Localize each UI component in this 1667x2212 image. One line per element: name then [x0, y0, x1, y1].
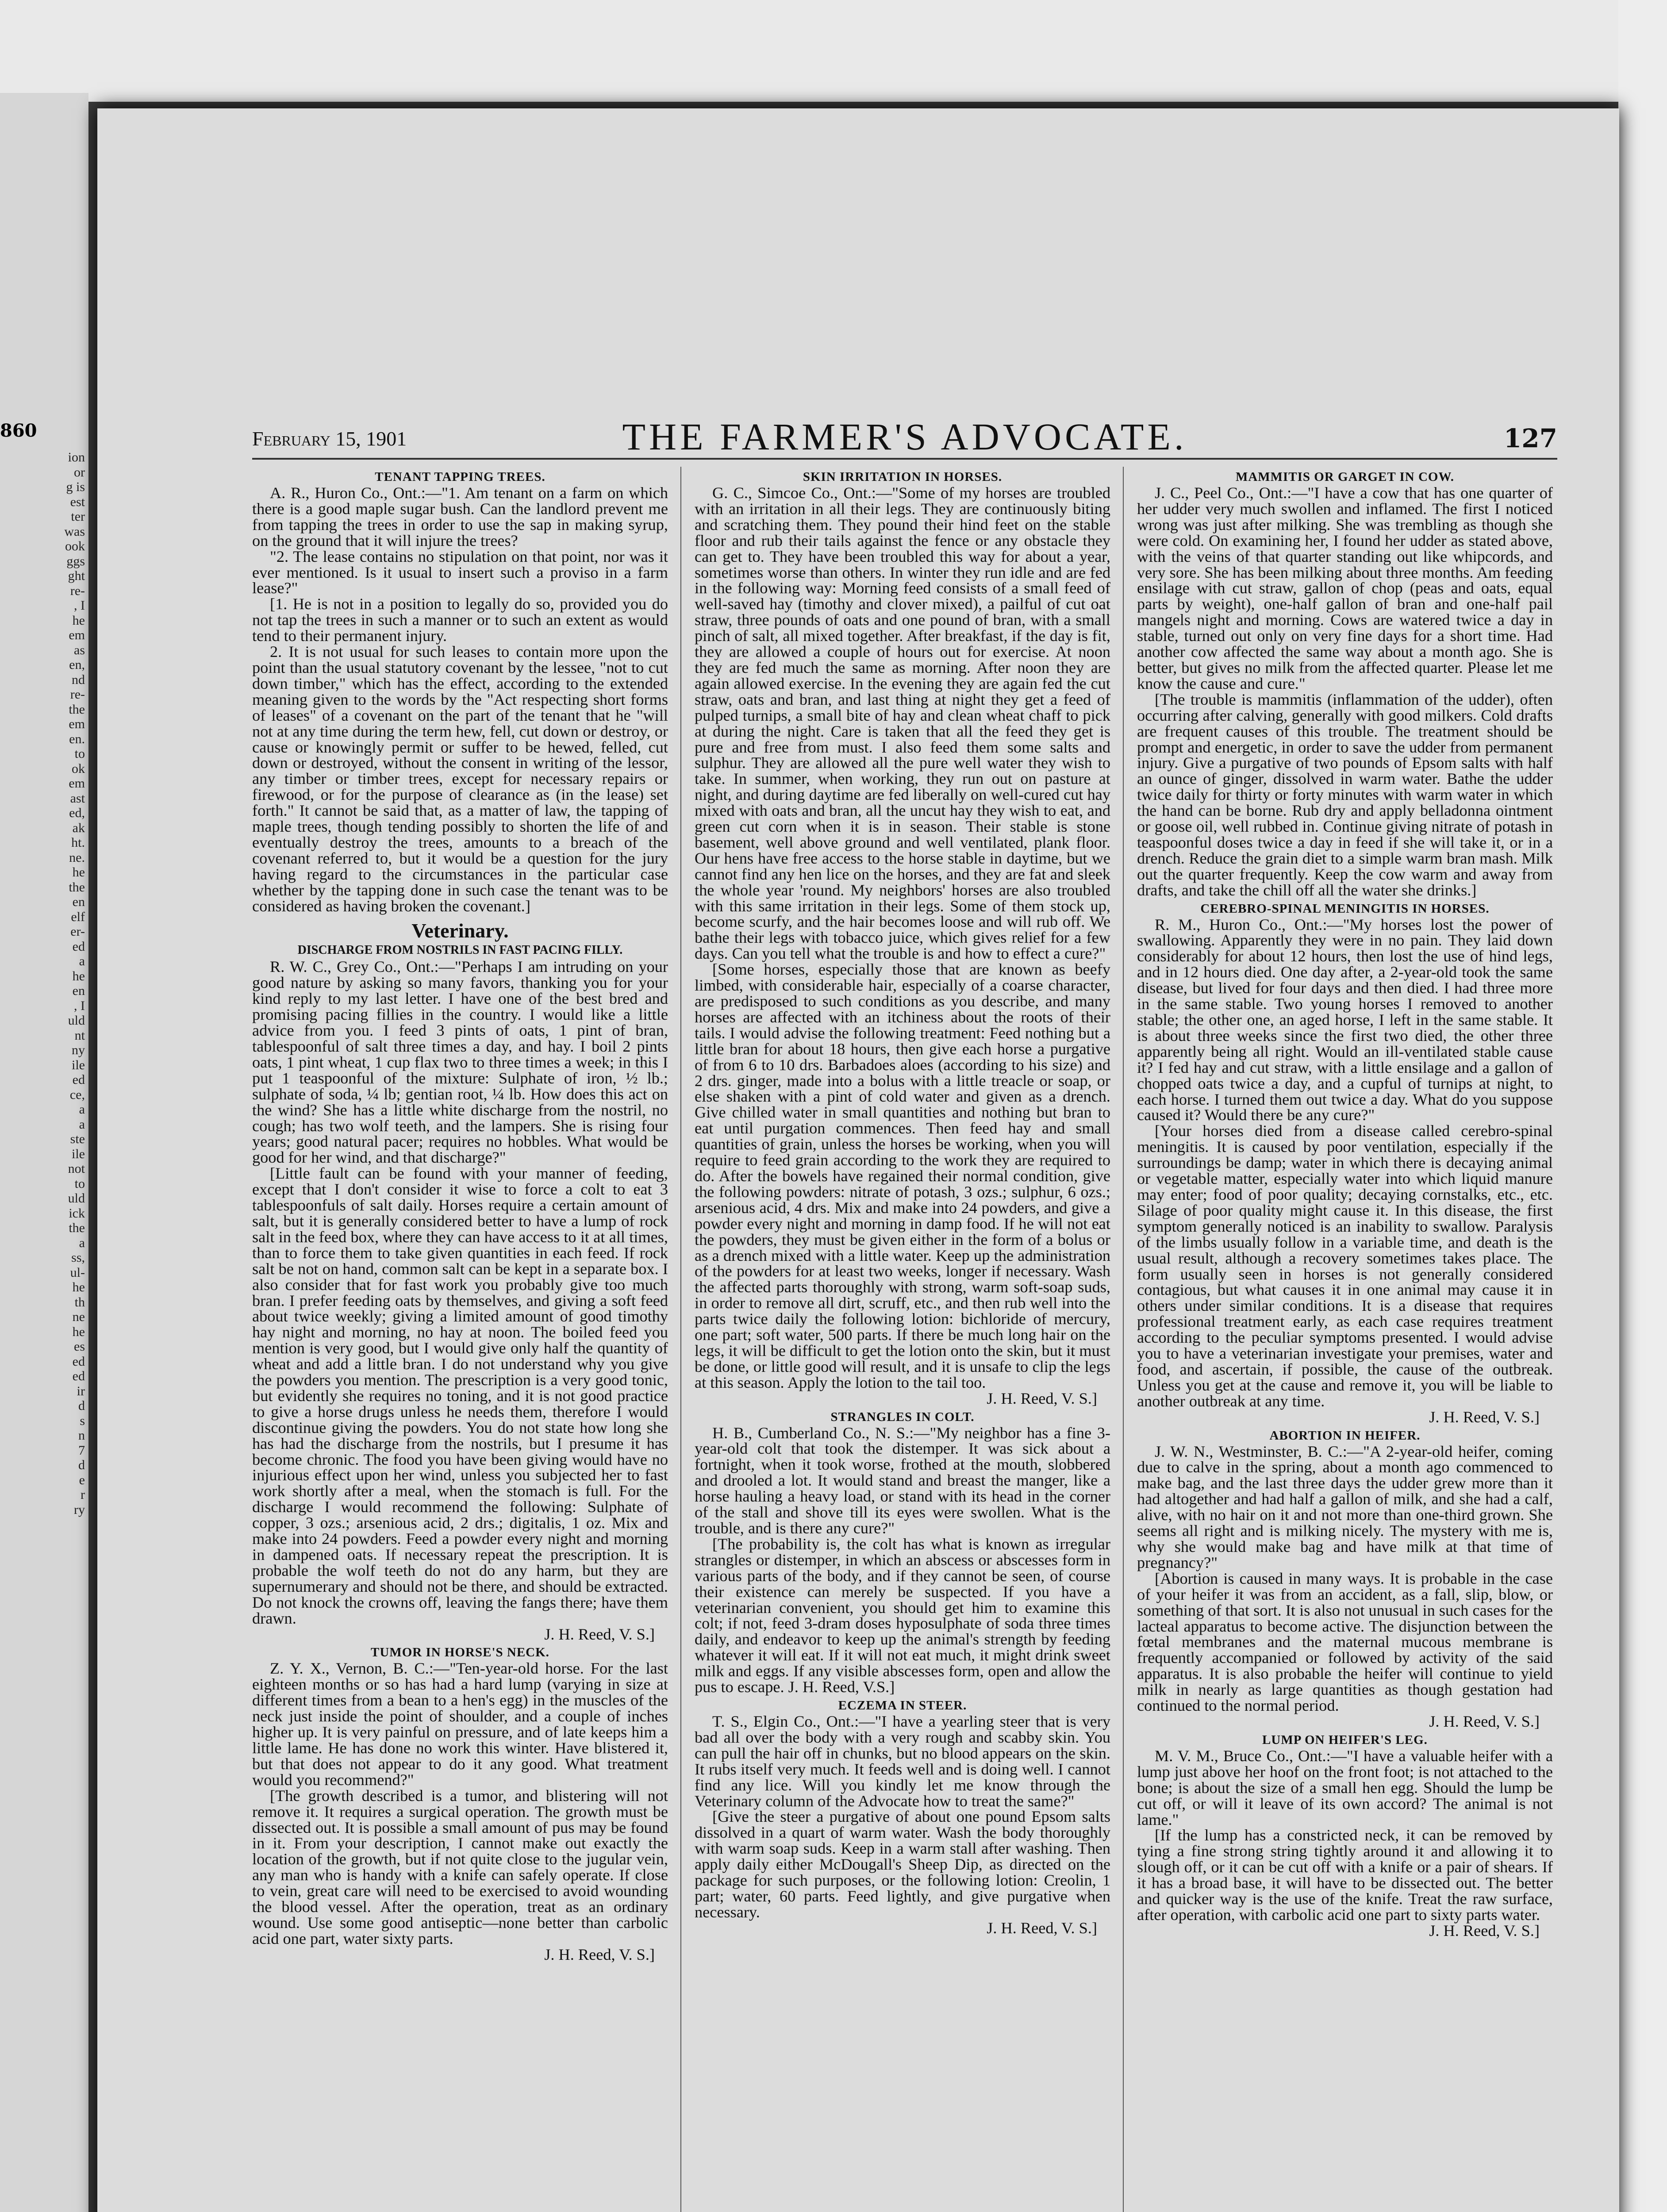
previous-page-fragment: he: [72, 865, 85, 879]
article-heading: ABORTION IN HEIFER.: [1269, 1428, 1421, 1443]
previous-page-fragment: ile: [72, 1057, 85, 1072]
paragraph: [1. He is not in a position to legally do so, provided you do not tap the trees in such a manner or to such an extent as would tend to their permanent injury.: [252, 595, 668, 645]
previous-page-fragment: to: [74, 746, 85, 761]
column-middle: [695, 467, 1110, 2212]
paragraph: 2. It is not usual for such leases to contain more upon the point than the usual statutory covenant by the lessee, "not to cut down timber," which has the effect, according to the extended meaning given to the words by the "Act respecting short forms of leases" of a covenant on the part of the tenant that he "will not at any time during the term hew, fell, cut down or destroy, or cause or knowingly permit or suffer to be hewed, felled, cut down or destroyed, without the consent in writing of the lessor, any timber or timber trees, except for necessary repairs or firewood, or for the purpose of clearance as (in the lease) set forth." It cannot be said that, as a matter of law, the tapping of maple trees, though tending possibly to shorten the life of and eventually destroy the trees, amounts to a breach of the covenant referred to, but it would be a question for the jury having regard to the circumstances in the particular case whether by the tapping done in such case the tenant was to be considered as having broken the covenant.]: [252, 643, 668, 915]
paragraph: T. S., Elgin Co., Ont.:—"I have a yearling steer that is very bad all over the body with a very rough and scabby skin. You can pull the hair off in chunks, but no blood appears on the skin. It rubs itself very much. It feeds well and is doing well. I cannot find any lice. Will you kindly let me know through the Veterinary column of the Advocate how to treat the same?": [695, 1712, 1110, 1810]
previous-page-fragment: ed: [72, 1354, 85, 1369]
previous-page-fragment: re-: [70, 583, 85, 598]
previous-page-fragment: ry: [74, 1502, 85, 1517]
page-header: [252, 415, 1557, 460]
previous-page-fragment: to: [74, 1176, 85, 1191]
previous-page-fragment: em: [69, 717, 85, 731]
previous-page-fragment: ggs: [66, 553, 85, 568]
previous-page-fragment: ed: [72, 1369, 85, 1383]
previous-page-fragment: ste: [70, 1132, 85, 1146]
previous-page-fragment: was: [64, 524, 85, 539]
previous-page-fragment: n: [78, 1428, 85, 1443]
paragraph: [Some horses, especially those that are known as beefy limbed, with considerable hair, especially of a coarse character, are predisposed to such conditions as you describe, and many horses are affected with an itchiness about the roots of their tails. I would advise the following treatment: Feed nothing but a little bran for about 18 hours, then give each horse a purgative of from 6 to 10 drs. Barbadoes aloes (according to his size) and 2 drs. ginger, made into a bolus with a little treacle or soap, or else shaken with a pint of cold water and given as a drench. Give chilled water in small quantities and nothing but bran to eat until purgation commences. Then feed hay and small quantities of grain, unless the horses be working, when you will require to feed grain according to the work they are required to do. After the bowels have regained their normal condition, give the following powders: nitrate of potash, 3 ozs.; sulphur, 6 ozs.; arsenious acid, 4 drs. Mix and make into 24 powders, and give a powder every night and morning in damp food. If he will not eat the powders, they must be given either in the form of a bolus or as a drench mixed with a little water. Keep up the administration of the powders for at least two weeks, longer if necessary. Wash the affected parts thoroughly with strong, warm soft-soap suds, in order to remove all dirt, scruff, etc., and then rub well into the parts twice daily the following lotion: bichloride of mercury, one part; soft water, 500 parts. If there be much long hair on the legs, it will be difficult to get the lotion onto the skin, but it must be done, or little good will result, and it is unsafe to clip the legs at this season. Apply the lotion to the tail too.: [695, 960, 1110, 1391]
paragraph: [Little fault can be found with your manner of feeding, except that I don't consider it wise to force a colt to eat 3 tablespoonfuls of salt daily. Horses require a certain amount of salt, but it is generally considered better to have a lump of rock salt in the feed box, where they can have access to it at all times, than to force them to take given quantities in each feed. If rock salt be not on hand, common salt can be kept in a separate box. I also consider that for fast work you probably give too much bran. I prefer feeding oats by themselves, and giving a soft feed about twice weekly; giving a limited amount of good timothy hay night and morning, no hay at noon. The boiled feed you mention is very good, but I would give only half the quantity of wheat and add a little bran. I do not understand why you give the powders you mention. The prescription is a very good tonic, but evidently she requires no toning, and it is not good practice to give a horse drugs unless he needs them, therefore I would discontinue giving the powders. You do not state how long she has had the discharge from the nostrils, but I presume it has become chronic. The food you have been giving would have no injurious effect upon her wind, unless you subjected her to fast work shortly after a meal, when the stomach is full. For the discharge I would recommend the following: Sulphate of copper, 3 ozs.; arsenious acid, 2 drs.; digitalis, 1 oz. Mix and make into 24 powders. Feed a powder every night and morning in dampened oats. If necessary repeat the prescription. It is probable the wolf teeth do not do any harm, but they are supernumerary and should not be there, and should be extracted. Do not knock the crowns off, leaving the fangs there; have them drawn.: [252, 1164, 668, 1627]
previous-page-fragment: ce,: [69, 1087, 85, 1102]
previous-page-fragment: ook: [65, 539, 85, 553]
paragraph: [The trouble is mammitis (inflammation of the udder), often occurring after calving, generally with good milkers. Cold drafts are frequent causes of this trouble. The treatment should be prompt and energetic, in order to save the udder from permanent injury. Give a purgative of two pounds of Epsom salts with half an ounce of ginger, dissolved in warm water. Bathe the udder twice daily for thirty or forty minutes with warm water in which the hand can be borne. Rub dry and apply belladonna ointment or goose oil, well rubbed in. Continue giving nitrate of potash in teaspoonful doses twice a day in feed if she will take it, or in a drench. Reduce the grain diet to a simple warm bran mash. Milk out the quarter frequently. Keep the cow warm and away from drafts, and take the chill off all the water she drinks.]: [1137, 690, 1553, 899]
paragraph: M. V. M., Bruce Co., Ont.:—"I have a valuable heifer with a lump just above her hoof on the front foot; is not attached to the bone; is about the size of a small hen egg. Should the lump be cut off, or will it leave of its own accord? The animal is not lame.": [1137, 1747, 1553, 1828]
signature: J. H. Reed, V. S.]: [987, 1919, 1097, 1937]
previous-page-fragment: he: [72, 1324, 85, 1339]
issue-date: February 15, 1901: [252, 427, 407, 450]
column-rule: [680, 467, 681, 2212]
previous-page-number: 860: [0, 420, 37, 441]
newspaper-page: [97, 108, 1619, 2212]
article-heading: STRANGLES IN COLT.: [830, 1409, 975, 1424]
previous-page-fragment: ny: [72, 1043, 85, 1057]
previous-page-fragments: [0, 450, 88, 1517]
previous-page-fragment: ed: [72, 939, 85, 954]
previous-page-fragment: en: [72, 983, 85, 998]
previous-page-fragment: ed,: [69, 806, 85, 820]
previous-page-fragment: d: [78, 1398, 85, 1413]
previous-page-fragment: ir: [77, 1383, 85, 1398]
scanner-background-right: [1618, 0, 1667, 2212]
previous-page-fragment: r: [81, 1487, 85, 1502]
signature: J. H. Reed, V. S.]: [1429, 1408, 1540, 1426]
paragraph: [Your horses died from a disease called cerebro-spinal meningitis. It is caused by poor ventilation, especially if the surroundings be damp; water in which there is decaying animal or vegetable matter, especially water into which liquid manure may enter; food of poor quality; decaying cornstalks, etc., etc. Silage of poor quality might cause it. In this disease, the first symptom generally noticed is an inability to swallow. Paralysis of the limbs usually follow in a variable time, and death is the usual result, although a recovery sometimes takes place. The form usually seen in horses is not generally considered contagious, but what causes it in one animal may cause it in others under similar conditions. It is a disease that requires professional treatment early, as each case requires treatment according to the peculiar symptoms presented. I would advise you to have a veterinarian investigate your premises, water and food, and ascertain, if possible, the cause of the outbreak. Unless you get at the cause and remove it, you will be liable to another outbreak at any time.: [1137, 1122, 1553, 1410]
previous-page-fragment: the: [69, 879, 85, 895]
previous-page-fragment: ne.: [69, 850, 85, 865]
previous-page-fragment: ok: [72, 761, 85, 776]
previous-page-fragment: en: [72, 895, 85, 909]
previous-page-fragment: a: [79, 954, 85, 968]
paragraph: G. C., Simcoe Co., Ont.:—"Some of my horses are troubled with an irritation in all their legs. They are continuously biting and scratching them. They pound their hind feet on the stable floor and rub their tails against the fence or any obstacle they can get to. They have been troubled this way for about a year, sometimes worse than others. In winter they run idle and are fed in the following way: Morning feed consists of a small feed of well-saved hay (timothy and clover mixed), a pailful of cut oat straw, three pounds of oats and one pound of bran, with a small pinch of salt, all mixed together. After breakfast, if the day is fit, they are allowed a couple of hours out for exercise. At noon they are fed much the same as morning. After noon they are again allowed exercise. In the evening they are again fed the cut straw, oats and bran, and last thing at night they get a feed of pulped turnips, a small bite of hay and clean wheat chaff to pick at during the night. Care is taken that all the feed they get is pure and free from must. I also feed them some salts and sulphur. They are allowed all the pure well water they wish to take. In summer, when working, they run out on pasture at night, and during daytime are fed liberally on well-cured cut hay mixed with oats and bran, all the uncut hay they wish to eat, and green cut corn when it is in season. Their stable is stone basement, well above ground and well ventilated, plank floor. Our hens have free access to the horse stable in daytime, but we cannot find any hen lice on the horses, and they are fat and sleek the whole year 'round. My neighbors' horses are also troubled with this same irritation in their legs. Some of them stock up, become scurfy, and the hair becomes loose and will rub off. We bathe their legs with tobacco juice, which gives relief for a few days. Can you tell what the trouble is and how to effect a cure?": [695, 484, 1110, 963]
paragraph: [If the lump has a constricted neck, it can be removed by tying a fine strong string tightly around it and allowing it to slough off, or it can be cut off with a knife or a pair of shears. If it has a broad base, it will have to be dissected out. The better and quicker way is the use of the knife. Treat the raw surface, after operation, with carbolic acid one part to sixty parts water.: [1137, 1826, 1553, 1924]
previous-page-fragment: he: [72, 1280, 85, 1294]
article-heading: ECZEMA IN STEER.: [838, 1698, 967, 1713]
previous-page-fragment: nt: [74, 1028, 85, 1043]
article-heading: TUMOR IN HORSE'S NECK.: [371, 1645, 549, 1660]
column-right: [1137, 467, 1553, 2212]
paragraph: [The probability is, the colt has what is known as irregular strangles or distemper, in which an abscess or abscesses form in various parts of the body, and if they cannot be seen, of course their existence can merely be suspected. If you have a veterinarian convenient, you should get him to examine this colt; if not, feed 3-dram doses hyposulphate of soda three times daily, and endeavor to keep up the animal's strength by feeding whatever it will eat. If it will not eat much, it might drink sweet milk and eggs. If any visible abscesses form, open and allow the pus to escape. J. H. Reed, V.S.]: [695, 1535, 1110, 1696]
article-subheading: DISCHARGE FROM NOSTRILS IN FAST PACING FILLY.: [297, 943, 623, 957]
article-heading: SKIN IRRITATION IN HORSES.: [803, 470, 1003, 484]
previous-page-fragment: 7: [78, 1443, 85, 1458]
previous-page-fragment: ht.: [71, 835, 85, 850]
paragraph: J. C., Peel Co., Ont.:—"I have a cow that has one quarter of her udder very much swollen and inflamed. The first I noticed wrong was just after milking. She was trembling as though she were cold. On examining her, I found her udder as stated above, with the veins of that quarter standing out like whipcords, and very sore. She has been milking about three months. Am feeding ensilage with cut straw, gallon of chop (peas and oats, equal parts by weight), one-half gallon of bran and one-half pail mangels night and morning. Cows are watered twice a day in stable, turned out only on very fine days for a short time. Had another cow affected the same way about a month ago. She is better, but gives no milk from the affected quarter. Please let me know the cause and cure.": [1137, 484, 1553, 692]
signature: J. H. Reed, V. S.]: [544, 1625, 655, 1643]
previous-page-fragment: ion: [68, 450, 85, 465]
paragraph: H. B., Cumberland Co., N. S.:—"My neighbor has a fine 3-year-old colt that took the distemper. It was sick about a fortnight, when it took worse, frothed at the mouth, slobbered and drooled a lot. It would stand and breast the manger, like a horse hauling a heavy load, or stand with its head in the corner of the stall and shove till its eyes were swollen. What is the trouble, and is there any cure?": [695, 1424, 1110, 1537]
previous-page-fragment: e: [79, 1472, 85, 1487]
previous-page-fragment: uld: [68, 1013, 85, 1028]
previous-page-fragment: ght: [68, 568, 85, 583]
previous-page-fragment: est: [70, 494, 85, 509]
previous-page-fragment: a: [79, 1102, 85, 1117]
article-heading: CEREBRO-SPINAL MENINGITIS IN HORSES.: [1200, 901, 1490, 916]
masthead-title: THE FARMER'S ADVOCATE.: [622, 415, 1187, 458]
previous-page-fragment: er-: [70, 924, 85, 939]
previous-page-fragment: or: [74, 465, 85, 480]
paragraph: [Abortion is caused in many ways. It is probable in the case of your heifer it was from an accident, as a fall, slip, blow, or something of that sort. It is also not unusual in such cases for the lacteal apparatus to become active. The disjunction between the fœtal membranes and the maternal mucous membrane is frequently accompanied or followed by activity of the said apparatus. It is also probable the heifer will continue to yield milk in nearly as large quantities as though gestation had continued to the normal period.: [1137, 1569, 1553, 1715]
signature: J. H. Reed, V. S.]: [987, 1389, 1097, 1407]
previous-page-fragment: not: [68, 1161, 85, 1176]
previous-page-fragment: ak: [72, 820, 85, 835]
previous-page-fragment: d: [78, 1458, 85, 1472]
previous-page-fragment: ile: [72, 1146, 85, 1161]
previous-page-fragment: ss,: [71, 1250, 85, 1265]
signature: J. H. Reed, V. S.]: [1429, 1921, 1540, 1939]
previous-page-fragment: en.: [69, 731, 85, 746]
paragraph: "2. The lease contains no stipulation on that point, nor was it ever mentioned. Is it usual to insert such a proviso in a farm lease?": [252, 547, 668, 597]
previous-page-fragment: a: [79, 1117, 85, 1132]
previous-page-fragment: g is: [66, 480, 85, 494]
previous-page-fragment: em: [69, 628, 85, 642]
previous-page-fragment: the: [69, 702, 85, 717]
previous-page-fragment: a: [79, 1235, 85, 1250]
paragraph: Z. Y. X., Vernon, B. C.:—"Ten-year-old horse. For the last eighteen months or so has had a hard lump (varying in size at different times from a bean to a hen's egg) in the muscles of the neck just inside the point of shoulder, and a couple of inches higher up. It is very painful on pressure, and of late keeps him a little lame. He has done no work this winter. Have blistered it, but that does not appear to do it any good. What treatment would you recommend?": [252, 1659, 668, 1789]
previous-page-fragment: uld: [68, 1191, 85, 1206]
paragraph: [Give the steer a purgative of about one pound Epsom salts dissolved in a quart of warm water. Wash the body thoroughly with warm soap suds. Keep in a warm stall after washing. Then apply daily either McDougall's Sheep Dip, as directed on the package for such purposes, or the following lotion: Creolin, 1 part; water, 60 parts. Feed lightly, and give purgative when necessary.: [695, 1808, 1110, 1921]
previous-page-fragment: the: [69, 1221, 85, 1235]
paragraph: J. W. N., Westminster, B. C.:—"A 2-year-old heifer, coming due to calve in the spring, about a month ago commenced to make bag, and the last three days the udder grew more than it had altogether and had half a gallon of milk, and she had a calf, alive, with no hair on it and not more than one-third grown. She seems all right and is milking nicely. The mystery with me is, why she would make bag and have milk at that time of pregnancy?": [1137, 1442, 1553, 1571]
previous-page-fragment: as: [74, 642, 85, 657]
page-number: 127: [1503, 423, 1557, 453]
column-rule: [1123, 467, 1124, 2212]
paragraph: R. W. C., Grey Co., Ont.:—"Perhaps I am intruding on your good nature by asking so many favors, thanking you for your kind reply to my last letter. I have one of the best bred and promising pacing fillies in the country. I would like a little advice from you. I feed 3 pints of oats, 1 pint of bran, tablespoonful of salt three times a day, and hay. I boil 2 pints oats, 1 pint wheat, 1 cup flax two to three times a week; in this I put 1 teaspoonful of the mixture: Sulphate of iron, ½ lb.; sulphate of soda, ¼ lb; gentian root, ¼ lb. How does this act on the wind? She has a little white discharge from the nostril, no cough; has two wolf teeth, and the lampers. She is rising four years; good natural pacer; requires no hobbles. What would be good for her wind, and that discharge?": [252, 958, 668, 1167]
previous-page-fragment: ne: [72, 1310, 85, 1324]
previous-page-fragment: he: [72, 968, 85, 983]
previous-page-fragment: em: [69, 776, 85, 791]
previous-page-fragment: en,: [69, 657, 85, 672]
previous-page-fragment: ick: [69, 1206, 85, 1221]
section-title: Veterinary.: [411, 919, 509, 942]
previous-page-fragment: elf: [71, 909, 85, 924]
previous-page-fragment: he: [72, 613, 85, 628]
paragraph: [The growth described is a tumor, and blistering will not remove it. It requires a surgical operation. The growth must be dissected out. It is possible a small amount of pus may be found in it. From your description, I cannot make out exactly the location of the growth, but if not quite close to the jugular vein, any man who is handy with a knife can safely operate. If close to vein, great care will need to be exercised to avoid wounding the blood vessel. After the operation, treat as an ordinary wound. Use some good antiseptic—none better than carbolic acid one part, water sixty parts.: [252, 1786, 668, 1947]
previous-page-fragment: es: [74, 1339, 85, 1354]
signature: J. H. Reed, V. S.]: [1429, 1712, 1540, 1730]
column-left: [252, 467, 668, 2212]
previous-page-fragment: re-: [70, 687, 85, 702]
signature: J. H. Reed, V. S.]: [544, 1945, 655, 1963]
paragraph: A. R., Huron Co., Ont.:—"1. Am tenant on a farm on which there is a good maple sugar bush. Can the landlord prevent me from tapping the trees in order to use the sap in making syrup, on the ground that it will injure the trees?: [252, 484, 668, 549]
previous-page-fragment: , I: [74, 598, 85, 613]
article-heading: LUMP ON HEIFER'S LEG.: [1262, 1732, 1428, 1747]
previous-page-fragment: ast: [70, 791, 85, 806]
scanner-background-top: [0, 0, 1667, 102]
previous-page-fragment: nd: [72, 672, 85, 687]
previous-page-fragment: ul-: [70, 1265, 85, 1280]
previous-page-edge: [0, 93, 88, 2212]
previous-page-fragment: s: [80, 1413, 85, 1428]
article-heading: MAMMITIS OR GARGET IN COW.: [1235, 470, 1455, 484]
previous-page-fragment: ed: [72, 1072, 85, 1087]
previous-page-fragment: ter: [71, 509, 85, 524]
article-heading: TENANT TAPPING TREES.: [375, 470, 545, 484]
previous-page-fragment: , I: [74, 998, 85, 1013]
previous-page-fragment: th: [74, 1294, 85, 1310]
paragraph: R. M., Huron Co., Ont.:—"My horses lost the power of swallowing. Apparently they were in no pain. They laid down considerably for about 12 hours, then lost the use of hind legs, and in 12 hours died. One day after, a 2-year-old took the same disease, but lived for four days and then died. I had three more in the same stable. Two young horses I removed to another stable; the other one, an aged horse, I left in the same stable. It is about three weeks since the first two died, the other three apparently being all right. Would an ill-ventilated stable cause it? I fed hay and cut straw, with a little ensilage and a gallon of chopped oats twice a day, and a cupful of turnips at night, to each horse. I turned them out twice a day. What do you suppose caused it? Would there be any cure?": [1137, 915, 1553, 1124]
